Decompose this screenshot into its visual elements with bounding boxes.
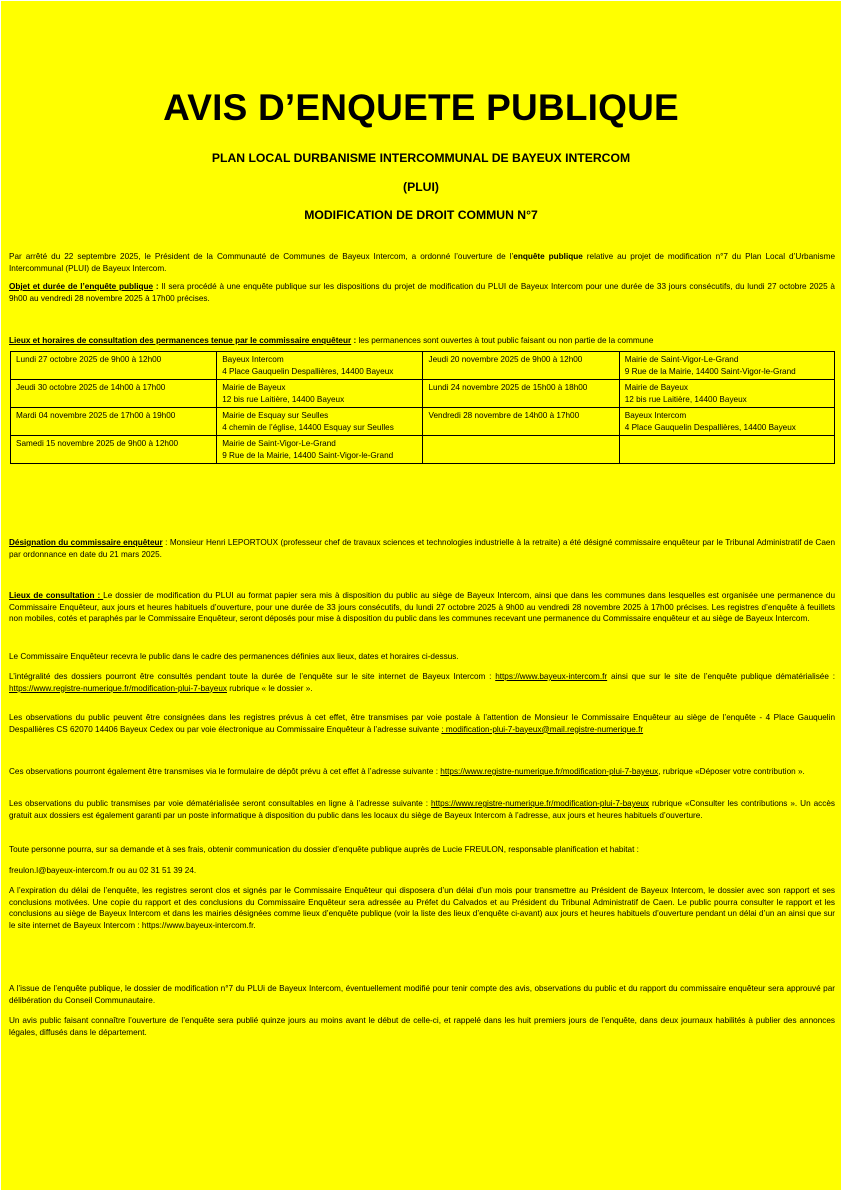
location-name: Bayeux Intercom	[222, 355, 284, 364]
lieux-horaires-heading: Lieux et horaires de consultation des permanences tenue par le commissaire enquêteur	[9, 336, 352, 345]
plan-acronym: (PLUI)	[403, 180, 439, 194]
objet-text: Il sera procédé à une enquête publique sur les dispositions du projet de modification du PLUI de Bayeux Intercom pour une durée de 33 jours consécutifs, du lundi 27 octobre 2025 à 9h00 au vendredi 28 novembre 2025 à 17h00 précises.	[9, 282, 835, 303]
intro-emphasis: enquête publique	[513, 252, 583, 261]
notice-title: AVIS D’ENQUETE PUBLIQUE	[163, 87, 679, 128]
table-row	[11, 436, 835, 464]
table-row	[11, 408, 835, 436]
permanence-location	[619, 380, 834, 408]
permanence-date: Jeudi 20 novembre 2025 de 9h00 à 12h00	[423, 352, 619, 380]
consultation-heading: Lieux de consultation	[9, 591, 95, 600]
modification-title: MODIFICATION DE DROIT COMMUN N°7	[304, 208, 538, 222]
integralite-paragraph	[9, 671, 835, 694]
lieux-horaires-text: les permanences sont ouvertes à tout public faisant ou non partie de la commune	[358, 336, 654, 345]
recevra-text: Le Commissaire Enquêteur recevra le public dans le cadre des permanences définies aux lieux, dates et horaires ci-dessus.	[9, 652, 459, 661]
permanence-date: Vendredi 28 novembre de 14h00 à 17h00	[423, 408, 619, 436]
intro-text-start: Par arrêté du 22 septembre 2025, le Président de la Communauté de Communes de Bayeux Intercom, a ordonné l’ouverture de l’	[9, 252, 514, 261]
designation-separator: :	[162, 538, 170, 547]
intro-paragraph	[9, 251, 835, 274]
location-name: Bayeux Intercom	[624, 411, 687, 420]
intro-text-end: relative au projet de modification n°7 du Plan Local d’Urbanisme Intercommunal (PLUI) de Bayeux Intercom.	[9, 252, 836, 273]
permanence-location	[619, 352, 834, 380]
location-address: 4 Place Gauquelin Despallières, 14400 Bayeux	[624, 422, 796, 432]
dematerialisee-paragraph	[9, 798, 835, 821]
permanence-date: Mardi 04 novembre 2025 de 17h00 à 19h00	[11, 408, 217, 436]
contact-paragraph	[9, 865, 835, 877]
designation-text: Monsieur Henri LEPORTOUX (professeur chef de travaux sciences et technologies industrielle à la retraite) a été désigné commissaire enquêteur par le Tribunal Administratif de Caen par ordonnance en date du 21 mars 2025.	[9, 538, 836, 559]
permanence-date: Lundi 27 octobre 2025 de 9h00 à 12h00	[11, 352, 217, 380]
communication-text: Toute personne pourra, sur sa demande et à ses frais, obtenir communication du dossier d’enquête publique auprès de Lucie FREULON, responsable planification et habitat :	[9, 845, 639, 854]
permanence-location-empty	[619, 436, 834, 464]
dematerialisee-text: Les observations du public transmises par voie dématérialisée seront consultables en ligne à l’adresse suivante :	[9, 799, 432, 808]
location-address: 12 bis rue Laitière, 14400 Bayeux	[624, 394, 747, 404]
location-name: Mairie de Esquay sur Seulles	[222, 411, 329, 420]
integralite-text-mid: ainsi que sur le site de l’enquête publique dématérialisée :	[607, 672, 835, 681]
issue-paragraph	[9, 983, 835, 1006]
avis-paragraph	[9, 1015, 835, 1038]
permanences-table	[10, 351, 835, 464]
location-address: 9 Rue de la Mairie, 14400 Saint-Vigor-le-Grand	[624, 366, 796, 376]
location-name: Mairie de Bayeux	[222, 383, 286, 392]
designation-paragraph	[9, 537, 835, 560]
location-address: 4 Place Gauquelin Despallières, 14400 Bayeux	[222, 366, 394, 376]
issue-text: A l’issue de l’enquête publique, le dossier de modification n°7 du PLUi de Bayeux Intercom, éventuellement modifié pour tenir compte des avis, observations du public et du rapport du commissaire enquêteur sera approuvé par délibération du Conseil Communautaire.	[9, 984, 835, 1005]
plan-title: PLAN LOCAL DURBANISME INTERCOMMUNAL DE BAYEUX INTERCOM	[211, 151, 631, 165]
integralite-text-end: rubrique « le dossier ».	[226, 683, 313, 693]
designation-heading: Désignation du commissaire enquêteur	[9, 538, 163, 547]
formulaire-text-end: , rubrique «Déposer votre contribution ».	[658, 767, 805, 776]
lieux-horaires-separator: :	[351, 336, 359, 345]
location-address: 9 Rue de la Mairie, 14400 Saint-Vigor-le-Grand	[222, 450, 394, 460]
location-name: Mairie de Bayeux	[624, 383, 689, 392]
dematerialisee-text-end: rubrique «Consulter les contributions ». Un accès gratuit aux dossiers est également garanti par un poste informatique à disposition du public dans les locaux du siège de Bayeux Intercom à l’adresse, aux jours et heures habituels d’ouverture.	[9, 799, 835, 820]
expiration-text: A l’expiration du délai de l’enquête, les registres seront clos et signés par le Commissaire Enquêteur qui disposera d’un délai d’un mois pour transmettre au Président de Bayeux Intercom, le dossier avec son rapport et ses conclusions motivées. Une copie du rapport et des conclusions du Commissaire Enquêteur sera adressée au Préfet du Calvados et au Président du Tribunal Administratif de Caen. Le public pourra consulter le rapport et les conclusions au siège de Bayeux Intercom et dans les mairies désignées comme lieux d’enquête publique (voir la liste des lieux d’enquête ci-avant) aux jours et heures habituels d’ouverture pendant un délai d’un an ainsi que sur le site internet de Bayeux Intercom : https://www.bayeux-intercom.fr.	[9, 886, 835, 930]
permanence-date-empty	[423, 436, 619, 464]
permanence-location	[619, 408, 834, 436]
consultation-separator: :	[94, 591, 104, 600]
objet-heading: Objet et durée de l’enquête publique	[9, 282, 154, 291]
expiration-paragraph	[9, 885, 835, 931]
table-row	[11, 380, 835, 408]
permanence-location	[217, 352, 423, 380]
consultation-text: Le dossier de modification du PLUI au format papier sera mis à disposition du public au siège de Bayeux Intercom, ainsi que dans les communes dans lesquelles est organisée une permanence du Commissaire Enquêteur, aux jours et heures habituels d’ouverture, pour une durée de 33 jours consécutifs, du lundi 27 octobre 2025 à 9h00 au vendredi 28 novembre 2025 à 17h00 précises. Les registres d’enquête à feuillets non mobiles, cotés et paraphés par le Commissaire Enquêteur, seront déposés pour mise à disposition du public dans les communes recevant une permanence du Commissaire enquêteur et au siège de Bayeux Intercom.	[9, 591, 836, 623]
objet-paragraph	[9, 281, 835, 304]
table-row	[11, 352, 835, 380]
objet-separator: :	[153, 282, 162, 291]
location-name: Mairie de Saint-Vigor-Le-Grand	[624, 355, 739, 364]
notice-page	[1, 1, 841, 1190]
email-commissaire-link[interactable]: : modification-plui-7-bayeux@mail.registre-numerique.fr	[441, 724, 644, 734]
location-name: Mairie de Saint-Vigor-Le-Grand	[222, 439, 336, 448]
registre-dossier-link[interactable]: https://www.registre-numerique.fr/modification-plui-7-bayeux	[9, 683, 227, 693]
contributions-link[interactable]: https://www.registre-numerique.fr/modification-plui-7-bayeux	[431, 799, 650, 808]
location-address: 4 chemin de l’église, 14400 Esquay sur Seulles	[222, 422, 394, 432]
formulaire-text: Ces observations pourront également être transmises via le formulaire de dépôt prévu à cet effet à l’adresse suivante :	[9, 767, 441, 776]
permanence-location	[217, 408, 423, 436]
permanence-date: Lundi 24 novembre 2025 de 15h00 à 18h00	[423, 380, 619, 408]
formulaire-paragraph	[9, 766, 835, 778]
observations-paragraph	[9, 712, 835, 735]
communication-paragraph	[9, 844, 835, 856]
permanence-location	[217, 380, 423, 408]
avis-text: Un avis public faisant connaître l’ouverture de l’enquête sera publié quinze jours au moins avant le début de celle-ci, et rappelé dans les huit premiers jours de l’enquête, dans deux journaux habilités à publier des annonces légales, diffusés dans le département.	[9, 1016, 835, 1037]
permanence-location	[217, 436, 423, 464]
permanence-date: Jeudi 30 octobre 2025 de 14h00 à 17h00	[11, 380, 217, 408]
consultation-paragraph	[9, 590, 835, 625]
recevra-paragraph	[9, 651, 835, 663]
observations-text: Les observations du public peuvent être consignées dans les registres prévus à cet effet, être transmises par voie postale à l’attention de Monsieur le Commissaire Enquêteur au siège de l’enquête - 4 Place Gauquelin Despallières CS 62070 14406 Bayeux Cedex ou par voie électronique au Commissaire Enquêteur à l’adresse suivante	[9, 713, 835, 734]
intercom-site-link[interactable]: https://www.bayeux-intercom.fr	[495, 672, 608, 681]
contact-text: freulon.l@bayeux-intercom.fr ou au 02 31 51 39 24.	[9, 866, 197, 875]
lieux-horaires-paragraph	[9, 335, 835, 347]
formulaire-link[interactable]: https://www.registre-numerique.fr/modification-plui-7-bayeux	[440, 767, 659, 776]
location-address: 12 bis rue Laitière, 14400 Bayeux	[222, 394, 345, 404]
permanence-date: Samedi 15 novembre 2025 de 9h00 à 12h00	[11, 436, 217, 464]
integralite-text: L’intégralité des dossiers pourront être consultés pendant toute la durée de l’enquête sur le site internet de Bayeux Intercom :	[9, 672, 496, 681]
